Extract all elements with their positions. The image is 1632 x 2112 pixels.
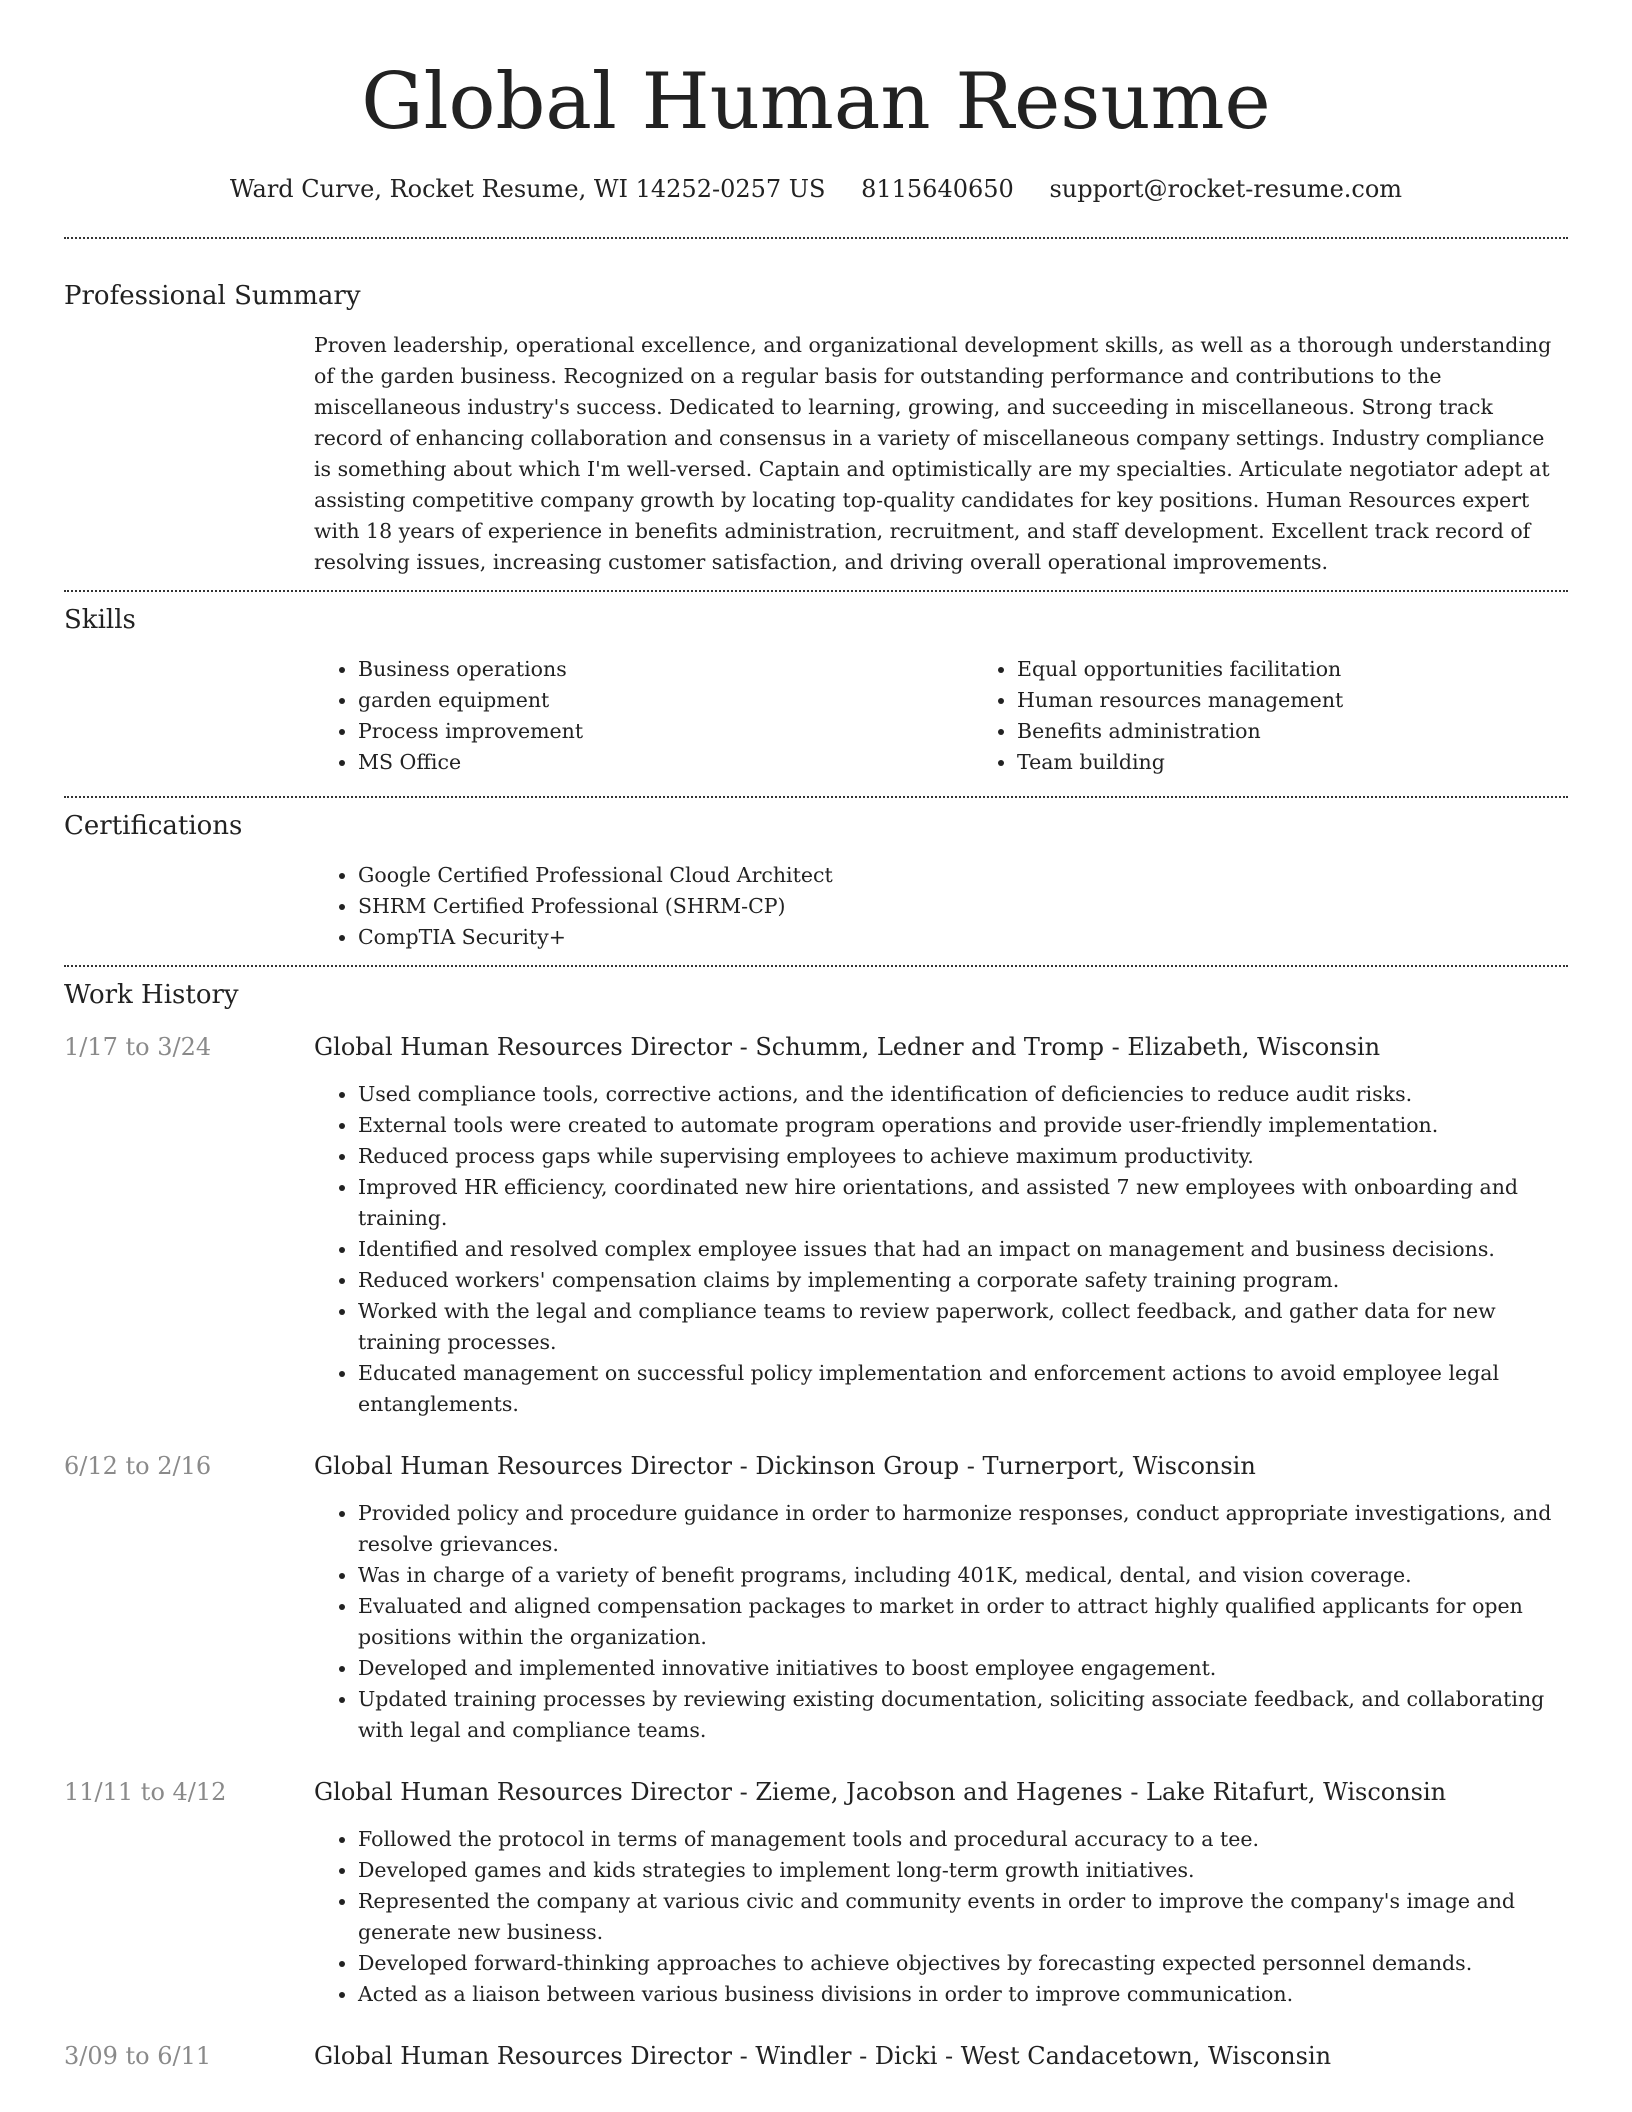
skill-item: • Team building (1017, 747, 1632, 778)
job-bullet: • Was in charge of a variety of benefit programs, including 401K, medical, dental, and vision coverage. (358, 1560, 1568, 1591)
job-dates: 3/09 to 6/11 (64, 2042, 212, 2070)
job-bullet: • Used compliance tools, corrective actions, and the identification of deficiencies to reduce audit risks. (358, 1079, 1568, 1110)
certification-item: • Google Certified Professional Cloud Architect (358, 860, 1568, 891)
divider (64, 796, 1568, 798)
job-bullets (314, 1079, 1568, 1420)
job-bullet: • Acted as a liaison between various business divisions in order to improve communication. (358, 1979, 1568, 2010)
work-history-heading: Work History (64, 980, 239, 1010)
contact-address: Ward Curve, Rocket Resume, WI 14252-0257 US (229, 175, 826, 203)
job-dates: 6/12 to 2/16 (64, 1452, 212, 1480)
job-title: Global Human Resources Director - Zieme, Jacobson and Hagenes - Lake Ritafurt, Wisconsin (314, 1778, 1447, 1806)
skill-item: • Benefits administration (1017, 716, 1632, 747)
job-bullet: • Developed and implemented innovative initiatives to boost employee engagement. (358, 1653, 1568, 1684)
skills-section (0, 603, 1632, 778)
divider (64, 590, 1568, 592)
divider (64, 237, 1568, 239)
job-bullet: • Evaluated and aligned compensation packages to market in order to attract highly qualified applicants for open positions within the organization. (358, 1591, 1568, 1653)
job-bullet: • Worked with the legal and compliance teams to review paperwork, collect feedback, and gather data for new training processes. (358, 1296, 1568, 1358)
skill-item: • MS Office (358, 747, 973, 778)
job-title: Global Human Resources Director - Windler - Dicki - West Candacetown, Wisconsin (314, 2042, 1332, 2070)
skills-heading: Skills (64, 605, 136, 635)
job-title: Global Human Resources Director - Dickinson Group - Turnerport, Wisconsin (314, 1452, 1256, 1480)
certifications-section (0, 809, 1632, 953)
summary-section (0, 279, 1632, 578)
job-bullets (314, 1498, 1568, 1746)
skills-list-right (973, 654, 1632, 778)
certifications-list (314, 860, 1568, 953)
job-bullet: • Developed forward-thinking approaches to achieve objectives by forecasting expected personnel demands. (358, 1948, 1568, 1979)
job-entry (64, 1450, 1568, 1746)
certifications-heading: Certifications (64, 811, 243, 841)
skill-item: • Business operations (358, 654, 973, 685)
job-bullet: • Reduced workers' compensation claims by implementing a corporate safety training program. (358, 1265, 1568, 1296)
certification-item: • SHRM Certified Professional (SHRM-CP) (358, 891, 1568, 922)
skill-item: • Human resources management (1017, 685, 1632, 716)
contact-phone: 8115640650 (861, 175, 1014, 203)
job-bullet: • Developed games and kids strategies to implement long-term growth initiatives. (358, 1855, 1568, 1886)
summary-text: Proven leadership, operational excellence, and organizational development skills, as well as a thorough understanding of the garden business. Recognized on a regular basis for outstanding performance and contributions to the miscellaneous industry's success. Dedicated to learning, growing, and succeeding in miscellaneous. Strong track record of enhancing collaboration and consensus in a variety of miscellaneous company settings. Industry compliance is something about which I'm well-versed. Captain and optimistically are my specialties. Articulate negotiator adept at assisting competitive company growth by locating top-quality candidates for key positions. Human Resources expert with 18 years of experience in benefits administration, recruitment, and staff development. Excellent track record of resolving issues, increasing customer satisfaction, and driving overall operational improvements. (314, 333, 1552, 574)
job-entry (64, 1031, 1568, 1420)
job-entry (64, 2040, 1568, 2072)
candidate-name: Global Human Resume (361, 57, 1271, 147)
job-bullet: • Improved HR efficiency, coordinated new hire orientations, and assisted 7 new employees with onboarding and training. (358, 1172, 1568, 1234)
skill-item: • Process improvement (358, 716, 973, 747)
divider (64, 965, 1568, 967)
summary-heading: Professional Summary (64, 281, 361, 311)
skill-item: • Equal opportunities facilitation (1017, 654, 1632, 685)
job-bullet: • Identified and resolved complex employee issues that had an impact on management and business decisions. (358, 1234, 1568, 1265)
job-bullet: • Followed the protocol in terms of management tools and procedural accuracy to a tee. (358, 1824, 1568, 1855)
job-bullet: • Provided policy and procedure guidance in order to harmonize responses, conduct appropriate investigations, and resolve grievances. (358, 1498, 1568, 1560)
job-dates: 1/17 to 3/24 (64, 1033, 212, 1061)
certification-item: • CompTIA Security+ (358, 922, 1568, 953)
skills-list-left (314, 654, 973, 778)
skill-item: • garden equipment (358, 685, 973, 716)
job-title: Global Human Resources Director - Schumm, Ledner and Tromp - Elizabeth, Wisconsin (314, 1033, 1381, 1061)
contact-email: support@rocket-resume.com (1049, 175, 1403, 203)
job-bullets (314, 1824, 1568, 2010)
job-bullet: • Educated management on successful policy implementation and enforcement actions to avoid employee legal entanglements. (358, 1358, 1568, 1420)
job-bullet: • Reduced process gaps while supervising employees to achieve maximum productivity. (358, 1141, 1568, 1172)
job-dates: 11/11 to 4/12 (64, 1778, 227, 1806)
job-bullet: • Updated training processes by reviewing existing documentation, soliciting associate feedback, and collaborating with legal and compliance teams. (358, 1684, 1568, 1746)
work-history-section (0, 978, 1632, 2072)
job-entry (64, 1776, 1568, 2010)
job-bullet: • External tools were created to automate program operations and provide user-friendly implementation. (358, 1110, 1568, 1141)
contact-line (0, 174, 1632, 204)
job-bullet: • Represented the company at various civic and community events in order to improve the company's image and generate new business. (358, 1886, 1568, 1948)
